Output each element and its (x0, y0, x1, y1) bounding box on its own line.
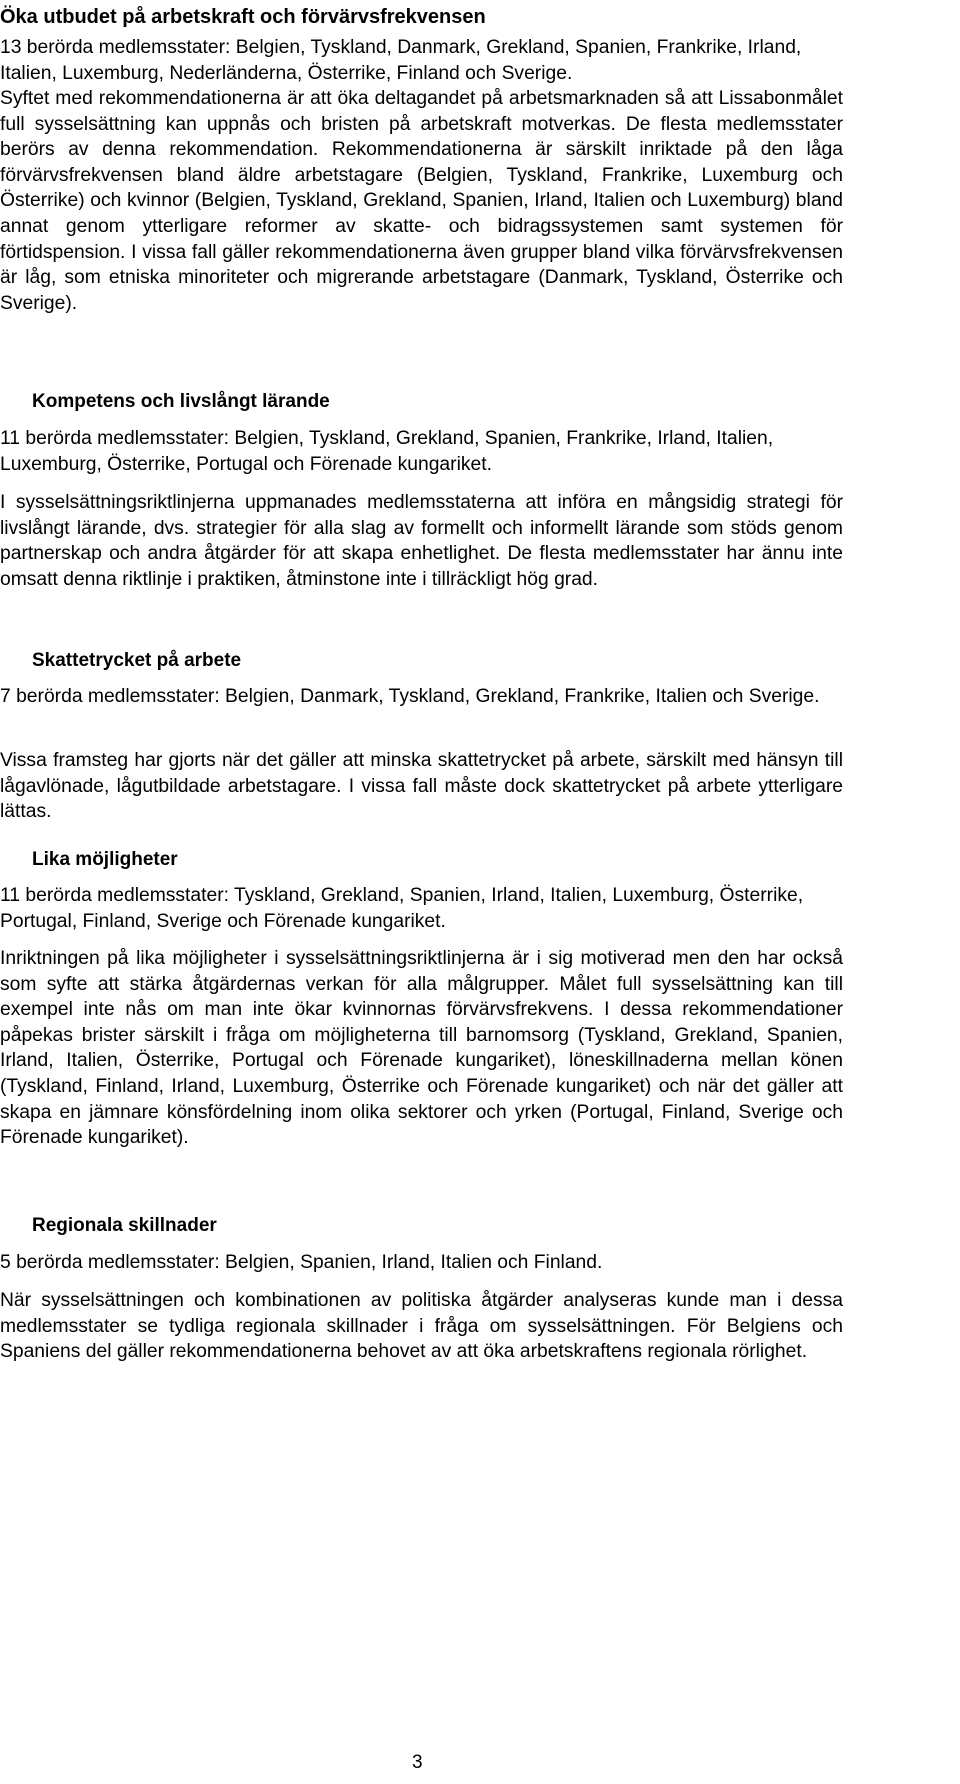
section-heading-regionala: Regionala skillnader (32, 1215, 217, 1236)
intro-states-paragraph: 13 berörda medlemsstater: Belgien, Tyskland, Danmark, Grekland, Spanien, Frankrike, Irland, Italien, Luxemburg, Nederländerna, Österrike, Finland och Sverige. (0, 37, 802, 84)
section-heading-lika-mojligheter: Lika möjligheter (32, 849, 178, 870)
section-body-lika-mojligheter: Inriktningen på lika möjligheter i sysselsättningsriktlinjerna är i sig motiverad men den har också som syfte att stärka åtgärdernas verkan för alla målgrupper. Målet full sysselsättning kan till exempel inte nås om man inte ökar kvinnornas förvärvsfrekvens. I dessa rekommendationer påpekas brister särskilt i fråga om möjligheterna till barnomsorg (Tyskland, Grekland, Spanien, Irland, Italien, Österrike, Portugal och Förenade kungariket), löneskillnaderna mellan könen (Tyskland, Finland, Irland, Luxemburg, Österrike och Förenade kungariket) och när det gäller att skapa en jämnare könsfördelning inom olika sektorer och yrken (Portugal, Finland, Sverige och Förenade kungariket). (0, 948, 843, 1149)
section-heading-kompetens: Kompetens och livslångt lärande (32, 391, 330, 412)
section-states-lika-mojligheter: 11 berörda medlemsstater: Tyskland, Grekland, Spanien, Irland, Italien, Luxemburg, Österrike, Portugal, Finland, Sverige och Förenade kungariket. (0, 885, 804, 932)
document-heading: Öka utbudet på arbetskraft och förvärvsfrekvensen (0, 6, 486, 28)
section-heading-skattetryck: Skattetrycket på arbete (32, 650, 242, 671)
section-states-kompetens: 11 berörda medlemsstater: Belgien, Tyskland, Grekland, Spanien, Frankrike, Irland, Italien, Luxemburg, Österrike, Portugal och Förenade kungariket. (0, 428, 774, 475)
section-states-skattetryck: 7 berörda medlemsstater: Belgien, Danmark, Tyskland, Grekland, Frankrike, Italien och Sverige. (0, 686, 820, 707)
section-body-kompetens: I sysselsättningsriktlinjerna uppmanades medlemsstaterna att införa en mångsidig strategi för livslångt lärande, dvs. strategier för alla slag av formellt och informellt lärande som stöds genom partnerskap och andra åtgärder för att skapa enhetlighet. De flesta medlemsstater har ännu inte omsatt denna riktlinje i praktiken, åtminstone inte i tillräckligt hög grad. (0, 492, 843, 590)
intro-body-paragraph: Syftet med rekommendationerna är att öka deltagandet på arbetsmarknaden så att Lissabonmålet full sysselsättning kan uppnås och bristen på arbetskraft motverkas. De flesta medlemsstater berörs av denna rekommendation. Rekommendationerna är särskilt inriktade på den låga förvärvsfrekvensen bland äldre arbetstagare (Belgien, Tyskland, Frankrike, Luxemburg och Österrike) och kvinnor (Belgien, Tyskland, Grekland, Spanien, Irland, Italien och Luxemburg) bland annat genom ytterligare reformer av skatte- och bidragssystemen samt systemen för förtidspension. I vissa fall gäller rekommendationerna även grupper bland vilka förvärvsfrekvensen är låg, som etniska minoriteter och migrerande arbetstagare (Danmark, Tyskland, Österrike och Sverige). (0, 88, 843, 314)
section-body-regionala: När sysselsättningen och kombinationen av politiska åtgärder analyseras kunde man i dessa medlemsstater se tydliga regionala skillnader i fråga om sysselsättningen. För Belgiens och Spaniens del gäller rekommendationerna behovet av att öka arbetskraftens regionala rörlighet. (0, 1290, 843, 1363)
page-number: 3 (412, 1752, 423, 1773)
section-body-skattetryck: Vissa framsteg har gjorts när det gäller att minska skattetrycket på arbete, särskilt med hänsyn till lågavlönade, lågutbildade arbetstagare. I vissa fall måste dock skattetrycket på arbete ytterligare lättas. (0, 750, 843, 823)
section-states-regionala: 5 berörda medlemsstater: Belgien, Spanien, Irland, Italien och Finland. (0, 1252, 603, 1273)
